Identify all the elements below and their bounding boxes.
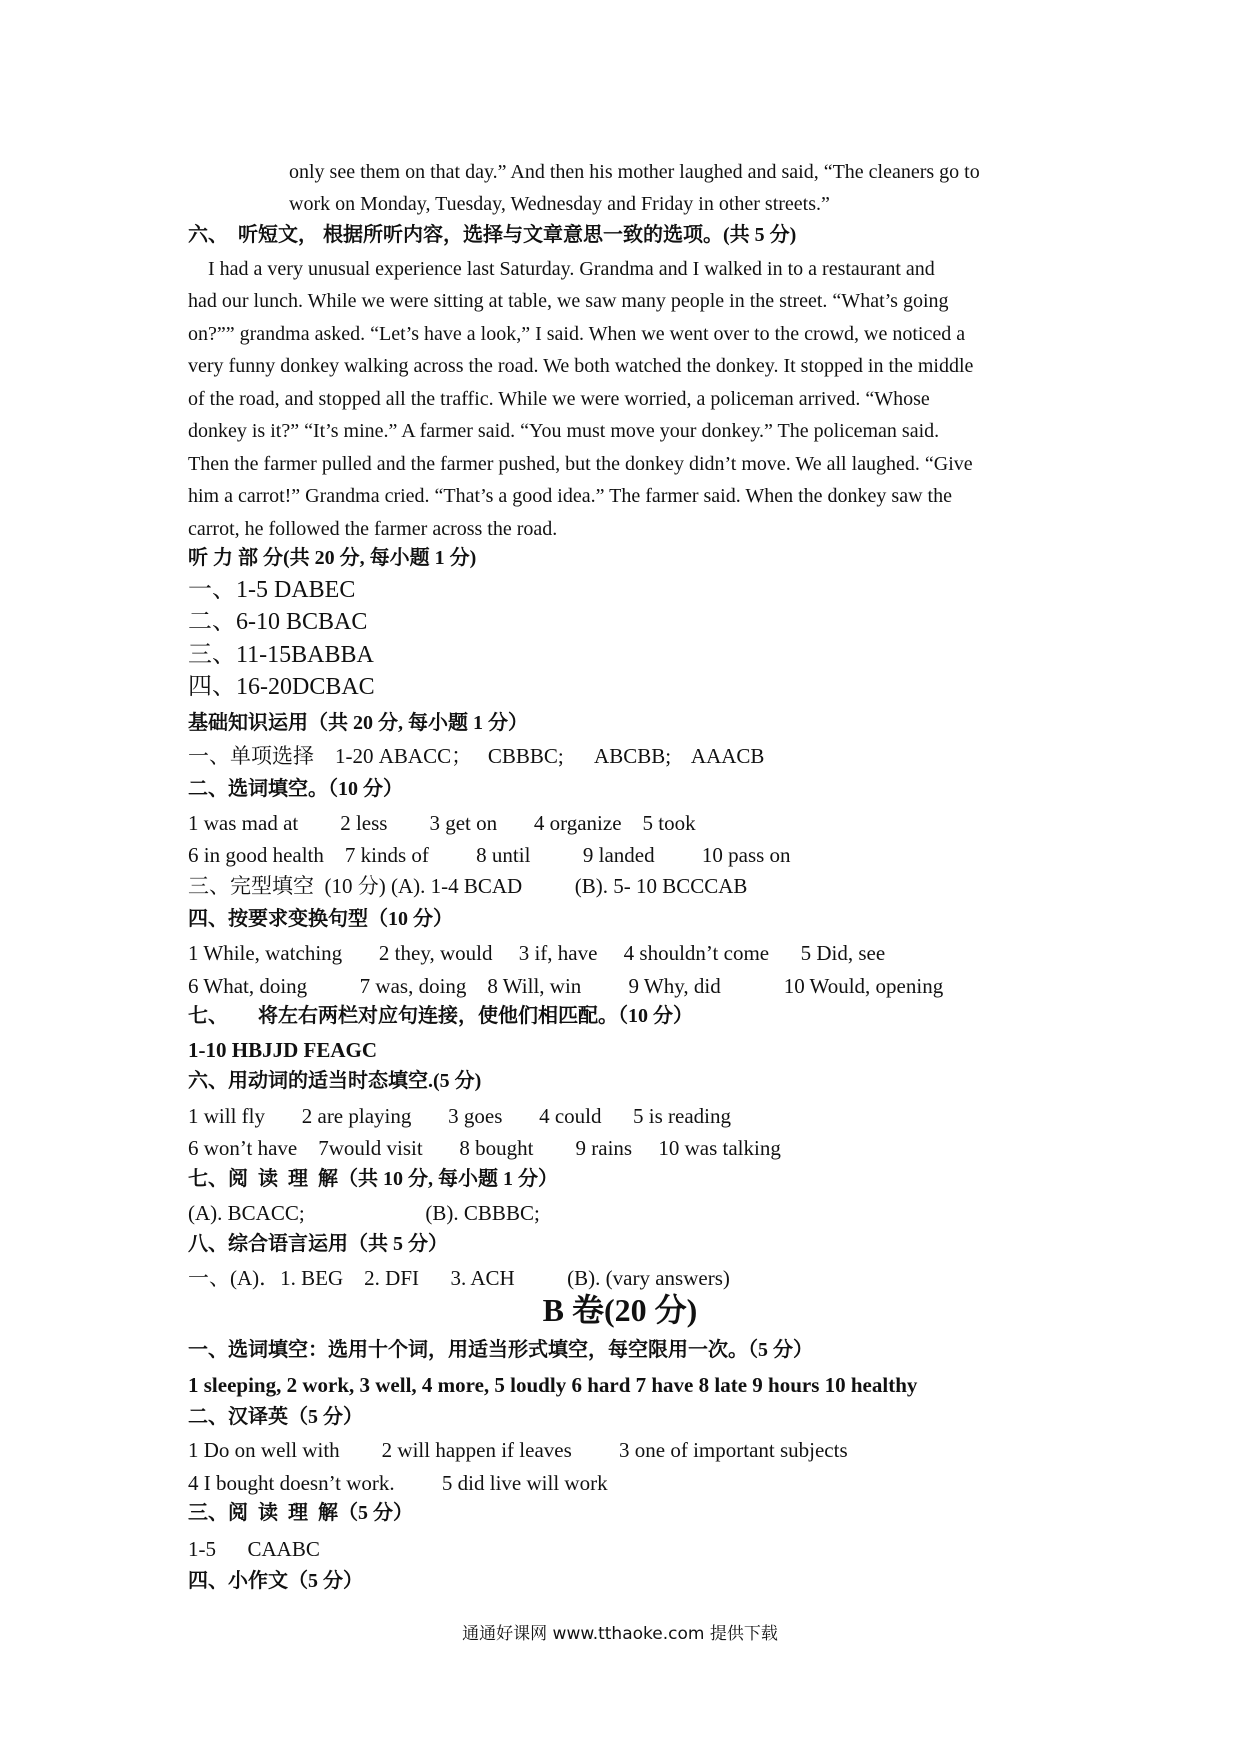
story-continuation-line-2: work on Monday, Tuesday, Wednesday and Friday in other streets.” — [289, 193, 830, 215]
passage-line-3: on?”” grandma asked. “Let’s have a look,” I said. When we went over to the crowd, we noticed a — [188, 323, 966, 345]
passage-line-5: of the road, and stopped all the traffic. While we were worried, a policeman arrived. “Whose — [188, 388, 930, 410]
sentence-transform-row-2: 6 What, doing 7 was, doing 8 Will, win 9 Why, did 10 Would, opening — [188, 974, 944, 998]
chinese-to-english-heading: 二、汉译英（5 分） — [188, 1406, 363, 1428]
word-fill-row-2: 6 in good health 7 kinds of 8 until 9 landed 10 pass on — [188, 843, 791, 867]
chinese-to-english-row-1: 1 Do on well with 2 will happen if leaves 3 one of important subjects — [188, 1438, 848, 1462]
passage-line-2: had our lunch. While we were sitting at table, we saw many people in the street. “What’s going — [188, 290, 949, 312]
chinese-to-english-row-2: 4 I bought doesn’t work. 5 did live will work — [188, 1471, 608, 1495]
sentence-transform-row-1: 1 While, watching 2 they, would 3 if, have 4 shouldn’t come 5 Did, see — [188, 941, 886, 965]
b-reading-answers: 1-5 CAABC — [188, 1537, 320, 1561]
sentence-transform-heading: 四、按要求变换句型（10 分） — [188, 908, 453, 930]
verb-tense-row-2: 6 won’t have 7would visit 8 bought 9 rains 10 was talking — [188, 1136, 781, 1160]
b-reading-heading: 三、阅 读 理 解（5 分） — [188, 1502, 413, 1524]
passage-line-7: Then the farmer pulled and the farmer pushed, but the donkey didn’t move. We all laughed. “Give — [188, 453, 973, 475]
verb-tense-row-1: 1 will fly 2 are playing 3 goes 4 could 5 is reading — [188, 1104, 731, 1128]
listening-answer-2: 二、6-10 BCBAC — [188, 609, 368, 635]
matching-answers: 1-10 HBJJD FEAGC — [188, 1038, 377, 1062]
integrated-heading: 八、综合语言运用（共 5 分） — [188, 1233, 448, 1255]
basic-knowledge-heading: 基础知识运用（共 20 分, 每小题 1 分） — [188, 712, 528, 734]
passage-line-9: carrot, he followed the farmer across the road. — [188, 518, 558, 540]
short-writing-heading: 四、小作文（5 分） — [188, 1570, 363, 1592]
word-fill-heading: 二、选词填空。（10 分） — [188, 778, 403, 800]
word-fill-row-1: 1 was mad at 2 less 3 get on 4 organize 5 took — [188, 811, 696, 835]
passage-line-6: donkey is it?” “It’s mine.” A farmer said. “You must move your donkey.” The policeman said. — [188, 420, 940, 442]
b-word-fill-answers: 1 sleeping, 2 work, 3 well, 4 more, 5 loudly 6 hard 7 have 8 late 9 hours 10 healthy — [188, 1373, 918, 1397]
reading-answers: (A). BCACC; (B). CBBBC; — [188, 1201, 540, 1225]
section6-heading: 六、 听短文， 根据所听内容，选择与文章意思一致的选项。(共 5 分) — [188, 224, 797, 246]
matching-heading: 七、 将左右两栏对应句连接，使他们相匹配。（10 分） — [188, 1005, 693, 1027]
listening-answer-4: 四、16-20DCBAC — [188, 674, 375, 700]
single-choice-answers: 一、单项选择 1-20 ABACC； CBBBC; ABCBB; AAACB — [188, 744, 765, 768]
verb-tense-heading: 六、用动词的适当时态填空.(5 分) — [188, 1070, 482, 1092]
story-continuation-line-1: only see them on that day.” And then his mother laughed and said, “The cleaners go to — [289, 161, 980, 183]
b-word-fill-heading: 一、选词填空：选用十个词，用适当形式填空，每空限用一次。（5 分） — [188, 1339, 813, 1361]
integrated-answers: 一、(A)．1. BEG 2. DFI 3. ACH (B). (vary answers) — [188, 1266, 730, 1290]
listening-heading: 听 力 部 分(共 20 分, 每小题 1 分) — [188, 547, 477, 569]
reading-heading: 七、阅 读 理 解（共 10 分, 每小题 1 分） — [188, 1168, 558, 1190]
paper-b-title: B 卷(20 分) — [542, 1292, 698, 1328]
passage-line-1: I had a very unusual experience last Saturday. Grandma and I walked in to a restaurant and — [188, 258, 935, 280]
passage-line-8: him a carrot!” Grandma cried. “That’s a good idea.” The farmer said. When the donkey saw the — [188, 485, 952, 507]
cloze-answers: 三、完型填空 (10 分) (A). 1-4 BCAD (B). 5- 10 BCCCAB — [188, 874, 748, 898]
listening-answer-3: 三、11-15BABBA — [188, 642, 374, 668]
listening-answer-1: 一、1-5 DABEC — [188, 577, 356, 603]
passage-line-4: very funny donkey walking across the road. We both watched the donkey. It stopped in the middle — [188, 355, 974, 377]
page-footer: 通通好课网 www.tthaoke.com 提供下载 — [462, 1624, 778, 1644]
